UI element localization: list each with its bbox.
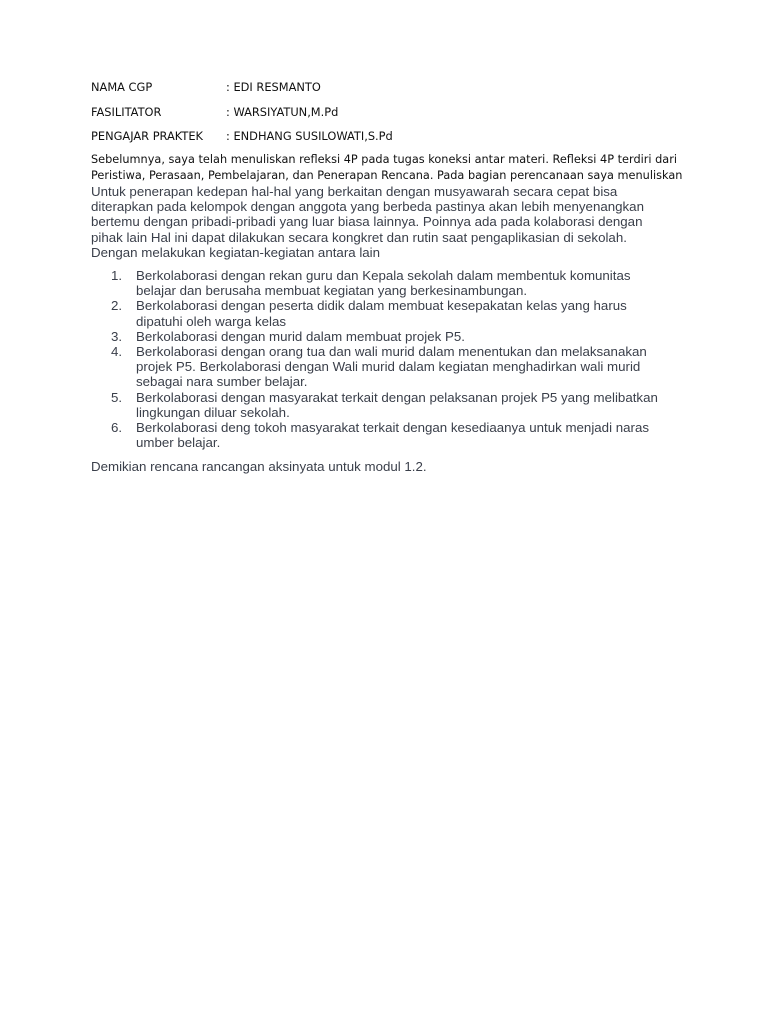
list-item xyxy=(91,268,691,298)
list-line: lingkungan diluar sekolah. xyxy=(136,404,290,420)
list-line: Berkolaborasi deng tokoh masyarakat terkait dengan kesediaanya untuk menjadi naras xyxy=(136,420,649,436)
body-line: diterapkan pada kelompok dengan anggota yang berbeda pastinya akan lebih menyenangkan xyxy=(91,199,644,215)
body-line: bertemu dengan pribadi-pribadi yang luar biasa lainnya. Poinnya ada pada kolaborasi dengan xyxy=(91,214,643,230)
list-line: Berkolaborasi dengan rekan guru dan Kepala sekolah dalam membentuk komunitas xyxy=(136,268,631,283)
list-item xyxy=(91,390,691,420)
list-line: Berkolaborasi dengan orang tua dan wali murid dalam menentukan dan melaksanakan xyxy=(136,344,647,360)
intro-line: Sebelumnya, saya telah menuliskan refleksi 4P pada tugas koneksi antar materi. Refleksi 4P terdiri dari xyxy=(91,153,677,166)
body-line: pihak lain Hal ini dapat dilakukan secara kongkret dan rutin saat pengaplikasian di sekolah. xyxy=(91,229,627,245)
intro-paragraph xyxy=(91,152,691,184)
pengajar-praktek-value: : ENDHANG SUSILOWATI,S.Pd xyxy=(226,129,393,143)
nama-cgp-label: NAMA CGP xyxy=(91,80,153,94)
list-number: 2. xyxy=(111,298,123,314)
list-line: sebagai nara sumber belajar. xyxy=(136,374,308,390)
list-number: 3. xyxy=(111,328,123,344)
list-item xyxy=(91,344,691,390)
nama-cgp-value: : EDI RESMANTO xyxy=(226,80,321,94)
body-line: Untuk penerapan kedepan hal-hal yang berkaitan dengan musyawarah secara cepat bisa xyxy=(91,184,618,199)
fasilitator-value: : WARSIYATUN,M.Pd xyxy=(226,105,339,119)
list-number: 1. xyxy=(111,268,123,283)
list-number: 5. xyxy=(111,389,123,405)
list-line: projek P5. Berkolaborasi dengan Wali murid dalam kegiatan menghadirkan wali murid xyxy=(136,359,641,375)
list-line: dipatuhi oleh warga kelas xyxy=(136,313,287,329)
body-line: Dengan melakukan kegiatan-kegiatan antara lain xyxy=(91,244,381,260)
list-number: 6. xyxy=(111,420,123,436)
list-item xyxy=(91,329,691,344)
list-line: umber belajar. xyxy=(136,435,221,451)
list-line: belajar dan berusaha membuat kegiatan yang berkesinambungan. xyxy=(136,283,528,299)
intro-line: Peristiwa, Perasaan, Pembelajaran, dan Penerapan Rencana. Pada bagian perencanaan saya menuliskan xyxy=(91,169,683,182)
list-line: Berkolaborasi dengan peserta didik dalam membuat kesepakatan kelas yang harus xyxy=(136,298,627,314)
list-item xyxy=(91,420,691,450)
fasilitator-label: FASILITATOR xyxy=(91,105,162,119)
activity-list xyxy=(91,268,691,450)
body-paragraph xyxy=(91,184,691,260)
list-item xyxy=(91,298,691,328)
list-line: Berkolaborasi dengan masyarakat terkait dengan pelaksanan projek P5 yang melibatkan xyxy=(136,389,658,405)
closing-sentence: Demikian rencana rancangan aksinyata untuk modul 1.2. xyxy=(91,459,427,474)
list-line: Berkolaborasi dengan murid dalam membuat projek P5. xyxy=(136,328,465,344)
pengajar-praktek-label: PENGAJAR PRAKTEK xyxy=(91,129,204,143)
list-number: 4. xyxy=(111,344,123,360)
